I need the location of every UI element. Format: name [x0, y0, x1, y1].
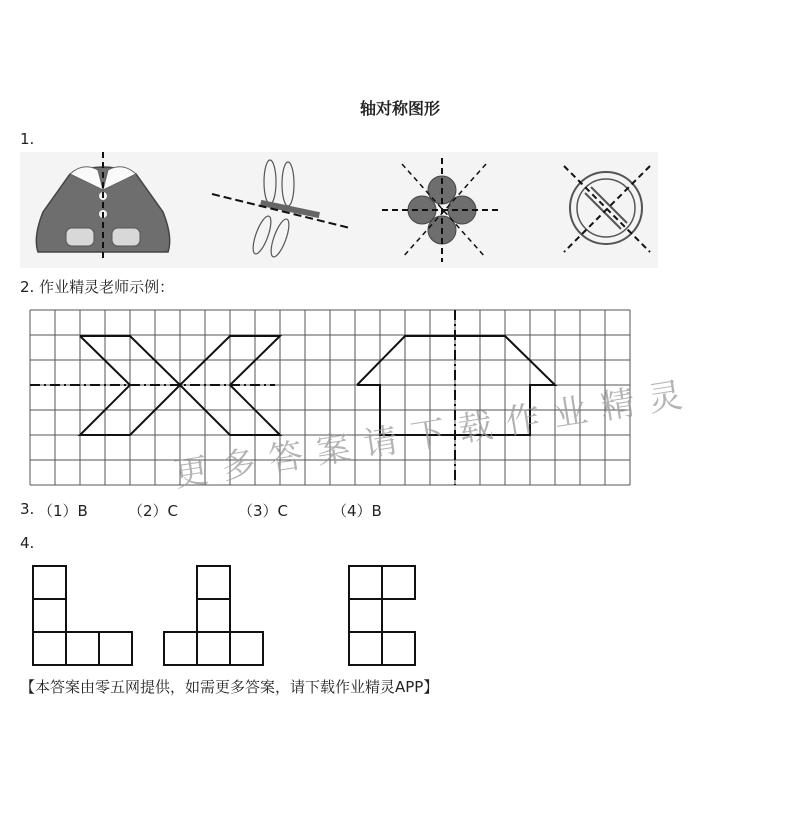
cube-view-3 — [348, 565, 420, 667]
q3-answer-2: （2）C — [128, 502, 179, 520]
page-title: 轴对称图形 — [359, 99, 440, 118]
q3-label: 3. — [20, 500, 35, 518]
q3-answer-4: （4）B — [332, 502, 382, 520]
q3-answer-1: （1）B — [38, 502, 88, 520]
q2-label: 2. 作业精灵老师示例： — [20, 278, 175, 296]
watermark: 更多答案请下载作业精灵 — [171, 373, 700, 496]
q4-label: 4. — [20, 534, 35, 552]
q3-answer-3: （3）C — [238, 502, 289, 520]
cube-view-2 — [163, 565, 267, 667]
footer-note: 【本答案由零五网提供，如需更多答案，请下载作业精灵APP】 — [20, 678, 439, 696]
cube-view-1 — [32, 565, 136, 667]
q1-label: 1. — [20, 130, 35, 148]
